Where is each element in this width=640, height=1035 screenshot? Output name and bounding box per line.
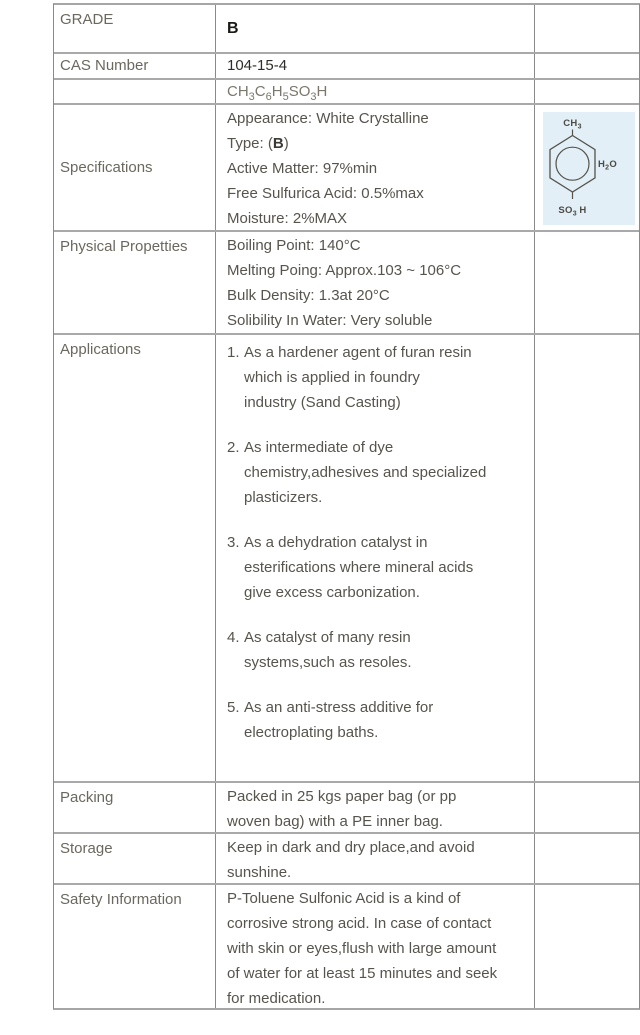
application-item-5 <box>227 695 528 745</box>
specifications-label-cell <box>54 105 216 230</box>
applications-content-cell <box>216 335 535 781</box>
application-item-number: 3. <box>227 534 240 551</box>
application-item-text: As intermediate of dye chemistry,adhesives and specialized plasticizers. <box>244 439 487 506</box>
physical-label: Physical Propetties <box>60 238 188 255</box>
cas-label: CAS Number <box>60 57 149 74</box>
application-item-2 <box>227 435 528 510</box>
packing-label-cell <box>54 783 216 832</box>
formula-value-cell <box>216 80 535 103</box>
grade-value: B <box>227 19 239 37</box>
sulfonic-label: $SO_3$ H <box>558 205 587 218</box>
storage-content-cell: Keep in dark and dry place,and avoid sunshine. <box>216 834 535 883</box>
row-specifications <box>54 103 639 230</box>
storage-label-cell <box>54 834 216 883</box>
applications-label-cell <box>54 335 216 781</box>
application-item-text: As a hardener agent of furan resin which is applied in foundry industry (Sand Casting) <box>244 344 472 411</box>
cas-value: 104-15-4 <box>227 57 288 74</box>
packing-empty-cell <box>535 783 639 832</box>
row-cas-number <box>54 52 639 78</box>
chemical-formula: $CH_3C_6H_5SO_3H$ <box>227 83 328 103</box>
applications-empty-cell <box>535 335 639 781</box>
safety-label-cell <box>54 885 216 1008</box>
methyl-label: $CH_3$ <box>563 118 582 131</box>
row-packing <box>54 781 639 832</box>
grade-label: GRADE <box>60 11 114 28</box>
spec-free-acid: Free Sulfurica Acid: 0.5%max <box>227 185 424 202</box>
spec-moisture: Moisture: 2%MAX <box>227 210 348 227</box>
packing-label: Packing <box>60 789 114 806</box>
application-item-number: 2. <box>227 439 240 456</box>
structure-cell <box>535 105 639 230</box>
specifications-label: Specifications <box>60 158 153 176</box>
spec-type: Type: (B) <box>227 135 289 152</box>
product-spec-table <box>53 3 640 1010</box>
storage-empty-cell <box>535 834 639 883</box>
grade-value-cell <box>216 5 535 52</box>
storage-label: Storage <box>60 840 113 857</box>
cas-value-cell <box>216 54 535 78</box>
safety-label: Safety Information <box>60 891 182 908</box>
application-item-3 <box>227 530 528 605</box>
application-item-number: 5. <box>227 699 240 716</box>
safety-empty-cell <box>535 885 639 1008</box>
application-item-text: As catalyst of many resin systems,such as resoles. <box>244 629 412 671</box>
row-storage <box>54 832 639 883</box>
row-grade <box>54 5 639 52</box>
physical-empty-cell <box>535 232 639 333</box>
application-item-1 <box>227 340 528 415</box>
cas-label-cell <box>54 54 216 78</box>
physical-label-cell <box>54 232 216 333</box>
applications-label: Applications <box>60 341 141 358</box>
formula-label-cell <box>54 80 216 103</box>
spec-appearance: Appearance: White Crystalline <box>227 110 429 127</box>
grade-label-cell <box>54 5 216 52</box>
cas-empty-cell <box>535 54 639 78</box>
row-formula <box>54 78 639 103</box>
benzene-structure-svg <box>543 112 635 225</box>
structure-image <box>543 112 635 230</box>
packing-content-cell: Packed in 25 kgs paper bag (or pp woven bag) with a PE inner bag. <box>216 783 535 832</box>
formula-empty-cell <box>535 80 639 103</box>
specifications-content-cell <box>216 105 535 230</box>
application-item-4 <box>227 625 528 675</box>
water-label: $H_2O$ <box>598 159 618 172</box>
application-item-text: As an anti-stress additive for electroplating baths. <box>244 699 434 741</box>
application-item-number: 1. <box>227 344 240 361</box>
physical-content-cell: Boiling Point: 140°C Melting Poing: Approx.103 ~ 106°C Bulk Density: 1.3at 20°C Solibility In Water: Very soluble <box>216 232 535 333</box>
spec-active-matter: Active Matter: 97%min <box>227 160 378 177</box>
application-item-text: As a dehydration catalyst in esterifications where mineral acids give excess carbonization. <box>244 534 474 601</box>
row-applications <box>54 333 639 781</box>
row-physical-properties <box>54 230 639 333</box>
application-item-number: 4. <box>227 629 240 646</box>
grade-empty-cell <box>535 5 639 52</box>
safety-content-cell: P-Toluene Sulfonic Acid is a kind of corrosive strong acid. In case of contact with skin or eyes,flush with large amount of water for at least 15 minutes and seek for medication. <box>216 885 535 1008</box>
row-safety-information <box>54 883 639 1008</box>
